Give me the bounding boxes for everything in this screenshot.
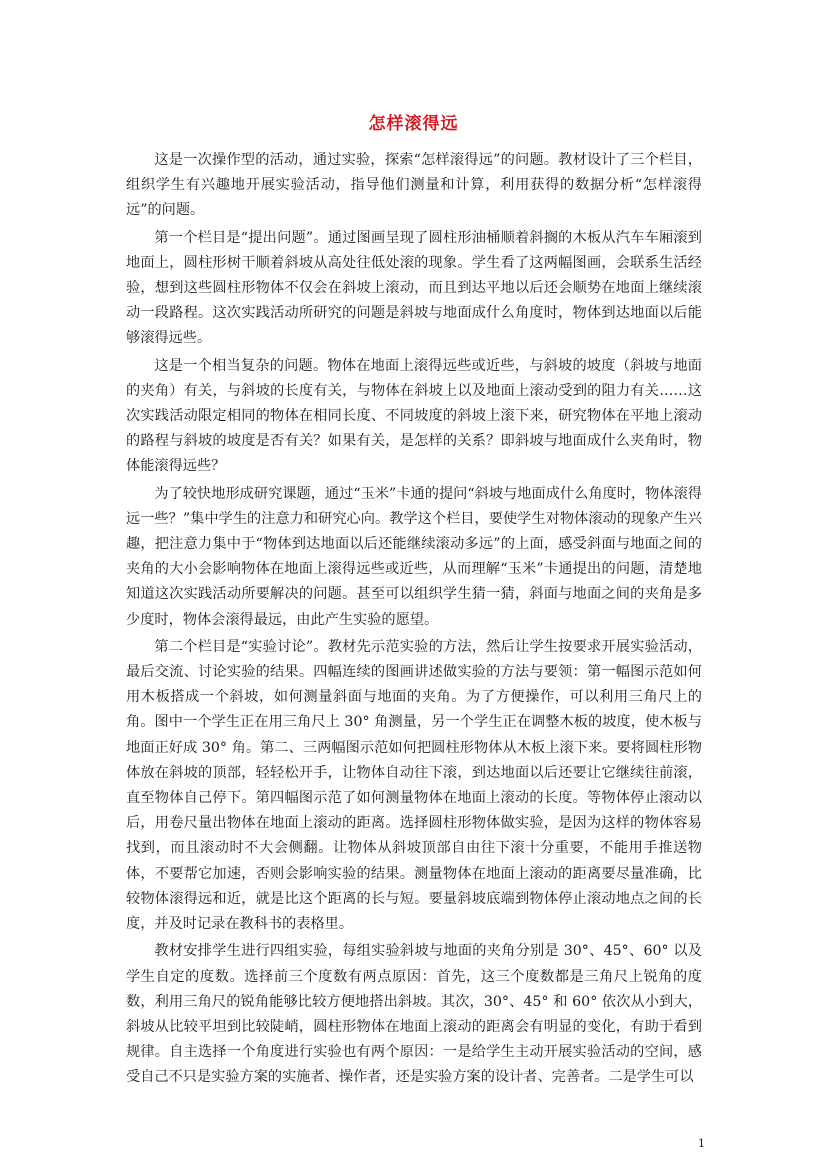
document-title: 怎样滚得远: [368, 114, 459, 134]
paragraph: 为了较快地形成研究课题，通过“玉米”卡通的提问“斜坡与地面成什么角度时，物体滚得远一些？”集中学生的注意力和研究心向。教学这个栏目，要使学生对物体滚动的现象产生兴趣，把注意力集中于“物体到达地面以后还能继续滚动多远”的上面，感受斜面与地面之间的夹角的大小会影响物体在地面上滚得远些或近些，从而理解“玉米”卡通提出的问题，清楚地知道这次实践活动所要解决的问题。甚至可以组织学生猜一猜，斜面与地面之间的夹角是多少度时，物体会滚得最远，由此产生实验的愿望。: [126, 485, 702, 628]
page-number: 1: [698, 1137, 705, 1150]
document-body: [126, 148, 702, 1093]
paragraph: 第一个栏目是“提出问题”。通过图画呈现了圆柱形油桶顺着斜搁的木板从汽车车厢滚到地面上，圆柱形树干顺着斜坡从高处往低处滚的现象。学生看了这两幅图画，会联系生活经验，想到这些圆柱形物体不仅会在斜坡上滚动，而且到达平地以后还会顺势在地面上继续滚动一段路程。这次实践活动所研究的问题是斜坡与地面成什么角度时，物体到达地面以后能够滚得远些。: [126, 229, 702, 347]
paragraph: 教材安排学生进行四组实验，每组实验斜坡与地面的夹角分别是 30°、45°、60° 以及学生自定的度数。选择前三个度数有两点原因：首先，这三个度数都是三角尺上锐角的度数，利用三角尺的锐角能够比较方便地搭出斜坡。其次，30°、45° 和 60° 依次从小到大，斜坡从比较平坦到比较陡峭，圆柱形物体在地面上滚动的距离会有明显的变化，有助于看到规律。自主选择一个角度进行实验也有两个原因：一是给学生主动开展实验活动的空间，感受自己不只是实验方案的实施者、操作者，还是实验方案的设计者、完善者。二是学生可以: [126, 943, 702, 1086]
paragraph: 这是一次操作型的活动，通过实验，探索“怎样滚得远”的问题。教材设计了三个栏目，组织学生有兴趣地开展实验活动，指导他们测量和计算，利用获得的数据分析“怎样滚得远”的问题。: [126, 152, 702, 219]
paragraph: 这是一个相当复杂的问题。物体在地面上滚得远些或近些，与斜坡的坡度（斜坡与地面的夹角）有关，与斜坡的长度有关，与物体在斜坡上以及地面上滚动受到的阻力有关……这次实践活动限定相同的物体在相同长度、不同坡度的斜坡上滚下来，研究物体在平地上滚动的路程与斜坡的坡度是否有关？如果有关，是怎样的关系？即斜坡与地面成什么夹角时，物体能滚得远些？: [126, 357, 702, 475]
paragraph: 第二个栏目是“实验讨论”。教材先示范实验的方法，然后让学生按要求开展实验活动，最后交流、讨论实验的结果。四幅连续的图画讲述做实验的方法与要领：第一幅图示范如何用木板搭成一个斜坡，如何测量斜面与地面的夹角。为了方便操作，可以利用三角尺上的角。图中一个学生正在用三角尺上 30° 角测量，另一个学生正在调整木板的坡度，使木板与地面正好成 30° 角。第二、三两幅图示范如何把圆柱形物体从木板上滚下来。要将圆柱形物体放在斜坡的顶部，轻轻松开手，让物体自动往下滚，到达地面以后还要让它继续往前滚，直至物体自己停下。第四幅图示范了如何测量物体在地面上滚动的长度。等物体停止滚动以后，用卷尺量出物体在地面上滚动的距离。选择圆柱形物体做实验，是因为这样的物体容易找到，而且滚动时不大会侧翻。让物体从斜坡顶部自由往下滚十分重要，不能用手推送物体，不要帮它加速，否则会影响实验的结果。测量物体在地面上滚动的距离要尽量准确，比较物体滚得远和近，就是比这个距离的长与短。要量斜坡底端到物体停止滚动地点之间的长度，并及时记录在教科书的表格里。: [126, 638, 702, 933]
